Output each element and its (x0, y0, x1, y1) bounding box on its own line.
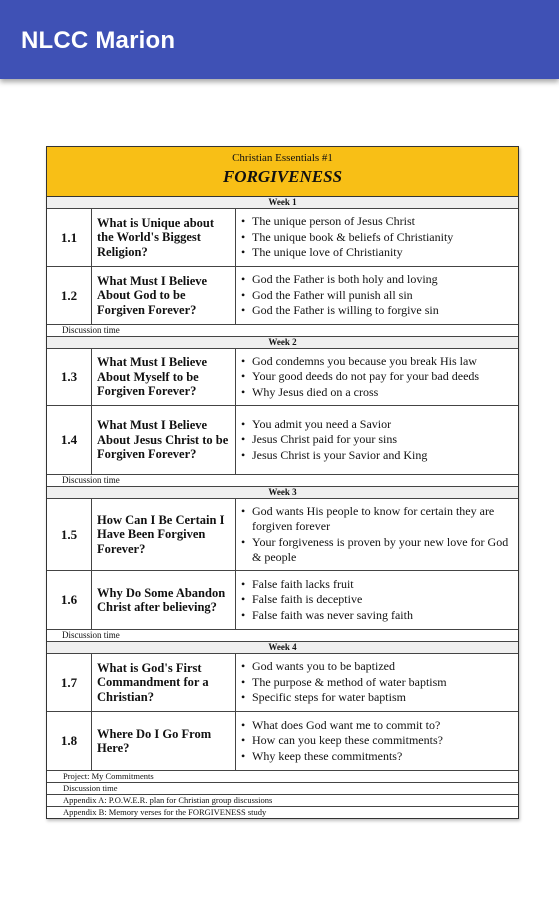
lesson-number: 1.4 (47, 406, 92, 474)
lesson-point: • The unique book & beliefs of Christianity (241, 230, 514, 246)
lesson-points (236, 571, 518, 629)
week-label: Week 1 (47, 197, 518, 209)
lesson-point: • God the Father is both holy and loving (241, 272, 514, 288)
lesson-point: • God wants His people to know for certain they are forgiven forever (241, 504, 514, 535)
week-label: Week 2 (47, 337, 518, 349)
lesson-point: • The unique love of Christianity (241, 245, 514, 261)
lesson-title: How Can I Be Certain I Have Been Forgiven Forever? (92, 499, 236, 570)
lesson-point: • Jesus Christ is your Savior and King (241, 448, 514, 464)
lesson-point: • Your forgiveness is proven by your new love for God & people (241, 535, 514, 566)
lesson-row (47, 654, 518, 712)
lesson-point: • False faith is deceptive (241, 592, 514, 608)
lesson-point: • Why Jesus died on a cross (241, 385, 514, 401)
lesson-row (47, 712, 518, 771)
lesson-point: • What does God want me to commit to? (241, 718, 514, 734)
lesson-number: 1.1 (47, 209, 92, 266)
discussion-note: Discussion time (47, 475, 518, 487)
discussion-note: Discussion time (47, 630, 518, 642)
lesson-row (47, 349, 518, 406)
lesson-points (236, 406, 518, 474)
lesson-point: • The purpose & method of water baptism (241, 675, 514, 691)
lesson-title: Where Do I Go From Here? (92, 712, 236, 770)
lesson-point: • Jesus Christ paid for your sins (241, 432, 514, 448)
weeks-container (47, 197, 518, 771)
app-title: NLCC Marion (21, 27, 176, 54)
lesson-title: Why Do Some Abandon Christ after believing? (92, 571, 236, 629)
lesson-row (47, 267, 518, 325)
lesson-title: What Must I Believe About God to be Forgiven Forever? (92, 267, 236, 324)
doc-subtitle: Christian Essentials #1 (232, 152, 333, 164)
lesson-row (47, 209, 518, 267)
lesson-title: What is Unique about the World's Biggest Religion? (92, 209, 236, 266)
lesson-points (236, 654, 518, 711)
doc-header (47, 147, 518, 197)
lesson-number: 1.3 (47, 349, 92, 405)
lesson-point: • God the Father is willing to forgive sin (241, 303, 514, 319)
discussion-note: Discussion time (47, 325, 518, 337)
lesson-point: • The unique person of Jesus Christ (241, 214, 514, 230)
doc-title: FORGIVENESS (222, 167, 343, 186)
lesson-point: • Your good deeds do not pay for your bad deeds (241, 369, 514, 385)
lesson-row (47, 499, 518, 571)
lesson-number: 1.7 (47, 654, 92, 711)
lesson-point: • False faith was never saving faith (241, 608, 514, 624)
lesson-number: 1.8 (47, 712, 92, 770)
study-outline-image[interactable] (46, 146, 519, 819)
footer-line: Appendix A: P.O.W.E.R. plan for Christian group discussions (47, 795, 518, 807)
footer-line: Discussion time (47, 783, 518, 795)
lesson-title: What Must I Believe About Myself to be Forgiven Forever? (92, 349, 236, 405)
lesson-points (236, 499, 518, 570)
lesson-row (47, 406, 518, 475)
lesson-point: • God the Father will punish all sin (241, 288, 514, 304)
lesson-title: What is God's First Commandment for a Christian? (92, 654, 236, 711)
footer-line: Project: My Commitments (47, 771, 518, 783)
lesson-row (47, 571, 518, 630)
lesson-point: • God condemns you because you break His law (241, 354, 514, 370)
lesson-point: • False faith lacks fruit (241, 577, 514, 593)
doc-footer (47, 771, 518, 818)
lesson-point: • God wants you to be baptized (241, 659, 514, 675)
week-label: Week 3 (47, 487, 518, 499)
lesson-point: • Why keep these commitments? (241, 749, 514, 765)
lesson-points (236, 267, 518, 324)
lesson-points (236, 349, 518, 405)
lesson-point: • How can you keep these commitments? (241, 733, 514, 749)
lesson-number: 1.6 (47, 571, 92, 629)
footer-line: Appendix B: Memory verses for the FORGIVENESS study (63, 807, 267, 817)
lesson-title: What Must I Believe About Jesus Christ to be Forgiven Forever? (92, 406, 236, 474)
app-bar (0, 0, 559, 79)
lesson-points (236, 712, 518, 770)
week-label: Week 4 (47, 642, 518, 654)
lesson-point: • Specific steps for water baptism (241, 690, 514, 706)
lesson-points (236, 209, 518, 266)
lesson-point: • You admit you need a Savior (241, 417, 514, 433)
lesson-number: 1.2 (47, 267, 92, 324)
lesson-number: 1.5 (47, 499, 92, 570)
